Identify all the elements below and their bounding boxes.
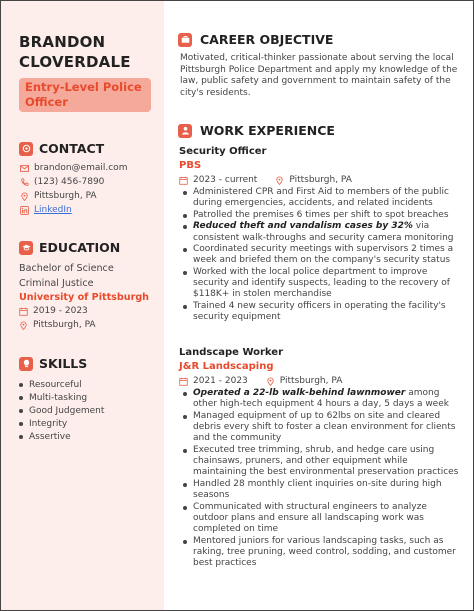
field-text: Criminal Justice: [19, 278, 94, 289]
bullet-item: Administered CPR and First Aid to members of the public during emergencies, accidents, and related incidents: [180, 187, 462, 210]
map-pin-icon: [19, 321, 28, 330]
bullet-item: Patrolled the premises 6 times per shift to spot breaches: [180, 210, 462, 221]
email-text: brandon@email.com: [34, 163, 128, 173]
contact-heading: [19, 141, 104, 156]
phone-icon: [20, 178, 29, 187]
graduation-cap-icon: [19, 241, 33, 255]
degree-text: Bachelor of Science: [19, 263, 114, 274]
job-1-title: Security Officer: [179, 146, 267, 157]
map-pin-icon: [20, 192, 29, 201]
skill-item: Good Judgement: [19, 404, 104, 417]
education-location-text: Pittsburgh, PA: [33, 320, 96, 330]
bullet-item: Mentored juniors for various landscaping tasks, such as raking, tree pruning, weed control, sodding, and customer best practices: [180, 536, 462, 570]
contact-email: [20, 163, 127, 173]
linkedin-icon: [20, 206, 29, 215]
education-heading-label: EDUCATION: [39, 240, 121, 255]
lightbulb-icon: [19, 357, 33, 371]
objective-heading: [178, 32, 333, 47]
calendar-icon: [19, 307, 28, 316]
skills-heading: [19, 356, 87, 371]
bullet-item: Communicated with structural engineers to analyze outdoor plans and ensure all landscaping work was completed on time: [180, 502, 462, 536]
job-title-line-1: Entry-Level Police: [25, 80, 142, 94]
bullet-item: Worked with the local police department to improve security and identify suspects, leading to the recovery of $118K+ in stolen merchandise: [180, 267, 462, 301]
contact-linkedin[interactable]: [20, 205, 72, 215]
skill-item: Integrity: [19, 418, 104, 431]
education-dates-text: 2019 - 2023: [33, 306, 88, 316]
contact-location: [20, 191, 97, 201]
job-2-title: Landscape Worker: [179, 347, 284, 358]
skill-item: Resourceful: [19, 378, 104, 391]
objective-text: Motivated, critical-thinker passionate about serving the local Pittsburgh Police Department and apply my knowledge of the law, public safety and government to maintain safety of the city's residents.: [180, 53, 458, 98]
work-heading: [178, 123, 335, 138]
education-location: [19, 320, 96, 330]
job-1-dates: 2023 - current: [193, 175, 258, 185]
job-1-meta: [179, 175, 352, 185]
education-dates: [19, 306, 88, 316]
at-sign-icon: [19, 142, 33, 156]
candidate-name: [19, 32, 159, 72]
bullet-item: Handled 28 monthly client inquiries on-site during high seasons: [180, 479, 462, 502]
job-1-bullets: [180, 187, 462, 324]
skills-heading-label: SKILLS: [39, 356, 88, 371]
bullet-item: Executed tree trimming, shrub, and hedge care using chainsaws, pruners, and other equipment while maintaining the best environmental preservation practices: [180, 445, 462, 479]
person-icon: [178, 124, 192, 138]
job-2-dates: 2021 - 2023: [193, 376, 248, 386]
work-heading-label: WORK EXPERIENCE: [200, 123, 335, 138]
last-name: CLOVERDALE: [19, 53, 131, 71]
job-1-location: Pittsburgh, PA: [289, 175, 352, 185]
calendar-icon: [179, 377, 188, 386]
school-name: University of Pittsburgh: [19, 292, 150, 303]
bullet-item: Operated a 22-lb walk-behind lawnmower among other high-tech equipment 4 hours a day, 5 days a week: [180, 388, 462, 411]
job-title-line-2: Officer: [25, 95, 68, 109]
contact-phone: [20, 177, 104, 187]
first-name: BRANDON: [19, 33, 106, 51]
map-pin-icon: [266, 377, 275, 386]
envelope-icon: [20, 164, 29, 173]
objective-heading-label: CAREER OBJECTIVE: [200, 32, 334, 47]
skill-item: Assertive: [19, 431, 104, 444]
job-title-badge: [19, 78, 151, 112]
job-2-location: Pittsburgh, PA: [279, 376, 343, 386]
bullet-item: Trained 4 new security officers in operating the facility's security equipment: [180, 301, 462, 324]
contact-heading-label: CONTACT: [39, 141, 105, 156]
job-1-company: PBS: [179, 160, 202, 171]
education-heading: [19, 240, 120, 255]
calendar-icon: [179, 176, 188, 185]
job-2-meta: [179, 376, 342, 386]
bullet-item: Reduced theft and vandalism cases by 32% via consistent walk-throughs and security camera monitoring: [180, 221, 462, 244]
location-text: Pittsburgh, PA: [34, 191, 97, 201]
map-pin-icon: [275, 176, 284, 185]
job-2-company: J&R Landscaping: [179, 361, 274, 372]
briefcase-icon: [178, 33, 192, 47]
phone-text: (123) 456-7890: [34, 177, 105, 187]
linkedin-link[interactable]: LinkedIn: [34, 205, 72, 215]
skill-item: Multi-tasking: [19, 391, 104, 404]
job-2-bullets: [180, 388, 462, 570]
bullet-item: Managed equipment of up to 62lbs on site and cleared debris every shift to foster a clean environment for clients and the community: [180, 411, 462, 445]
skills-list: [19, 378, 104, 444]
bullet-item: Coordinated security meetings with supervisors 2 times a week and briefed them on the company's security status: [180, 244, 462, 267]
